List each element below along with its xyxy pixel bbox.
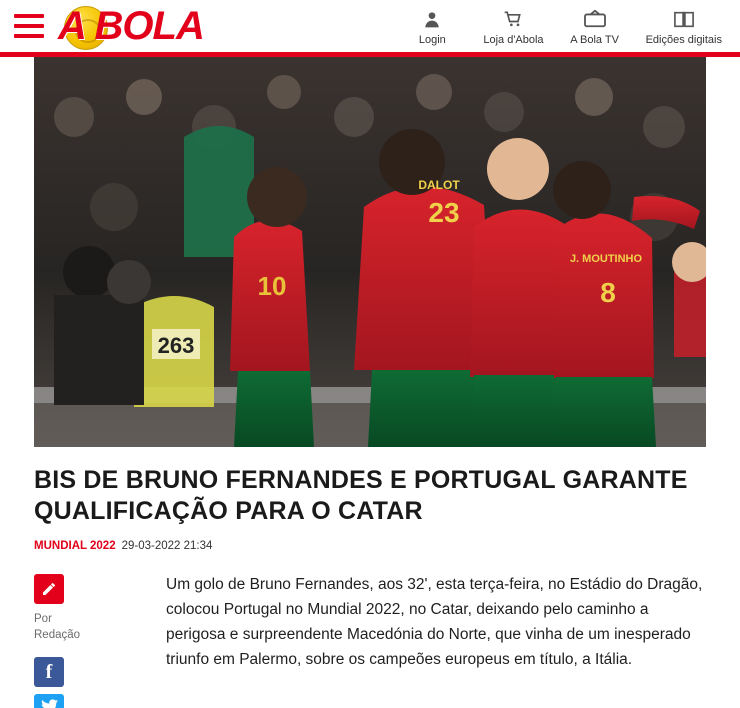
twitter-icon	[41, 699, 58, 708]
site-header	[0, 0, 740, 52]
byline-prefix: Por	[34, 613, 52, 625]
twitter-share-button[interactable]	[34, 694, 64, 708]
byline-column	[34, 572, 162, 708]
facebook-share-button[interactable]	[34, 657, 64, 687]
hamburger-bar	[14, 34, 44, 38]
nav-label: Login	[418, 33, 446, 46]
social-share-buttons	[34, 657, 162, 708]
hamburger-bar	[14, 24, 44, 28]
byline-name: Redação	[34, 628, 81, 641]
facebook-icon: f	[45, 660, 53, 683]
nav-item-tv[interactable]	[570, 7, 620, 46]
newspaper-icon	[673, 7, 695, 31]
category-tag[interactable]: MUNDIAL 2022	[34, 540, 116, 552]
nav-label: Edições digitais	[645, 33, 722, 46]
publish-date: 29-03-2022 21:34	[121, 540, 213, 552]
nav-label: Loja d'Abola	[483, 33, 544, 46]
page-title: BIS DE BRUNO FERNANDES E PORTUGAL GARANTE QUALIFICAÇÃO PARA O CATAR	[34, 466, 688, 525]
nav-item-digital-editions[interactable]	[646, 7, 722, 46]
svg-text:263: 263	[157, 333, 195, 358]
svg-text:J. MOUTINHO: J. MOUTINHO	[569, 253, 643, 265]
pencil-icon	[34, 574, 64, 604]
article-hero-image	[34, 57, 706, 447]
nav-item-shop[interactable]	[483, 7, 543, 46]
nav-item-login[interactable]	[407, 7, 457, 46]
site-logo[interactable]	[58, 2, 204, 50]
article-body	[34, 465, 706, 708]
user-icon	[422, 7, 442, 31]
byline	[34, 612, 162, 643]
svg-text:8: 8	[600, 277, 616, 308]
nav-label: A Bola TV	[570, 33, 619, 46]
header-nav	[407, 7, 726, 46]
cart-icon	[502, 7, 524, 31]
svg-text:10: 10	[257, 271, 287, 301]
logo-text: A BOLA	[58, 4, 204, 48]
svg-text:DALOT: DALOT	[418, 178, 460, 192]
hamburger-menu-icon[interactable]	[14, 14, 44, 38]
article-lead-paragraph: Um golo de Bruno Fernandes, aos 32', esta terça-feira, no Estádio do Dragão, colocou Portugal no Mundial 2022, no Catar, deixando pelo caminho a perigosa e surpreendente Macedónia do Norte, que vinha de um inesperado triunfo em Palermo, sobre os campeões europeus em título, a Itália.	[166, 576, 703, 669]
article-content-row	[34, 572, 706, 708]
tv-icon	[583, 7, 607, 31]
svg-text:23: 23	[428, 197, 460, 228]
hamburger-bar	[14, 14, 44, 18]
article-meta	[34, 540, 706, 552]
